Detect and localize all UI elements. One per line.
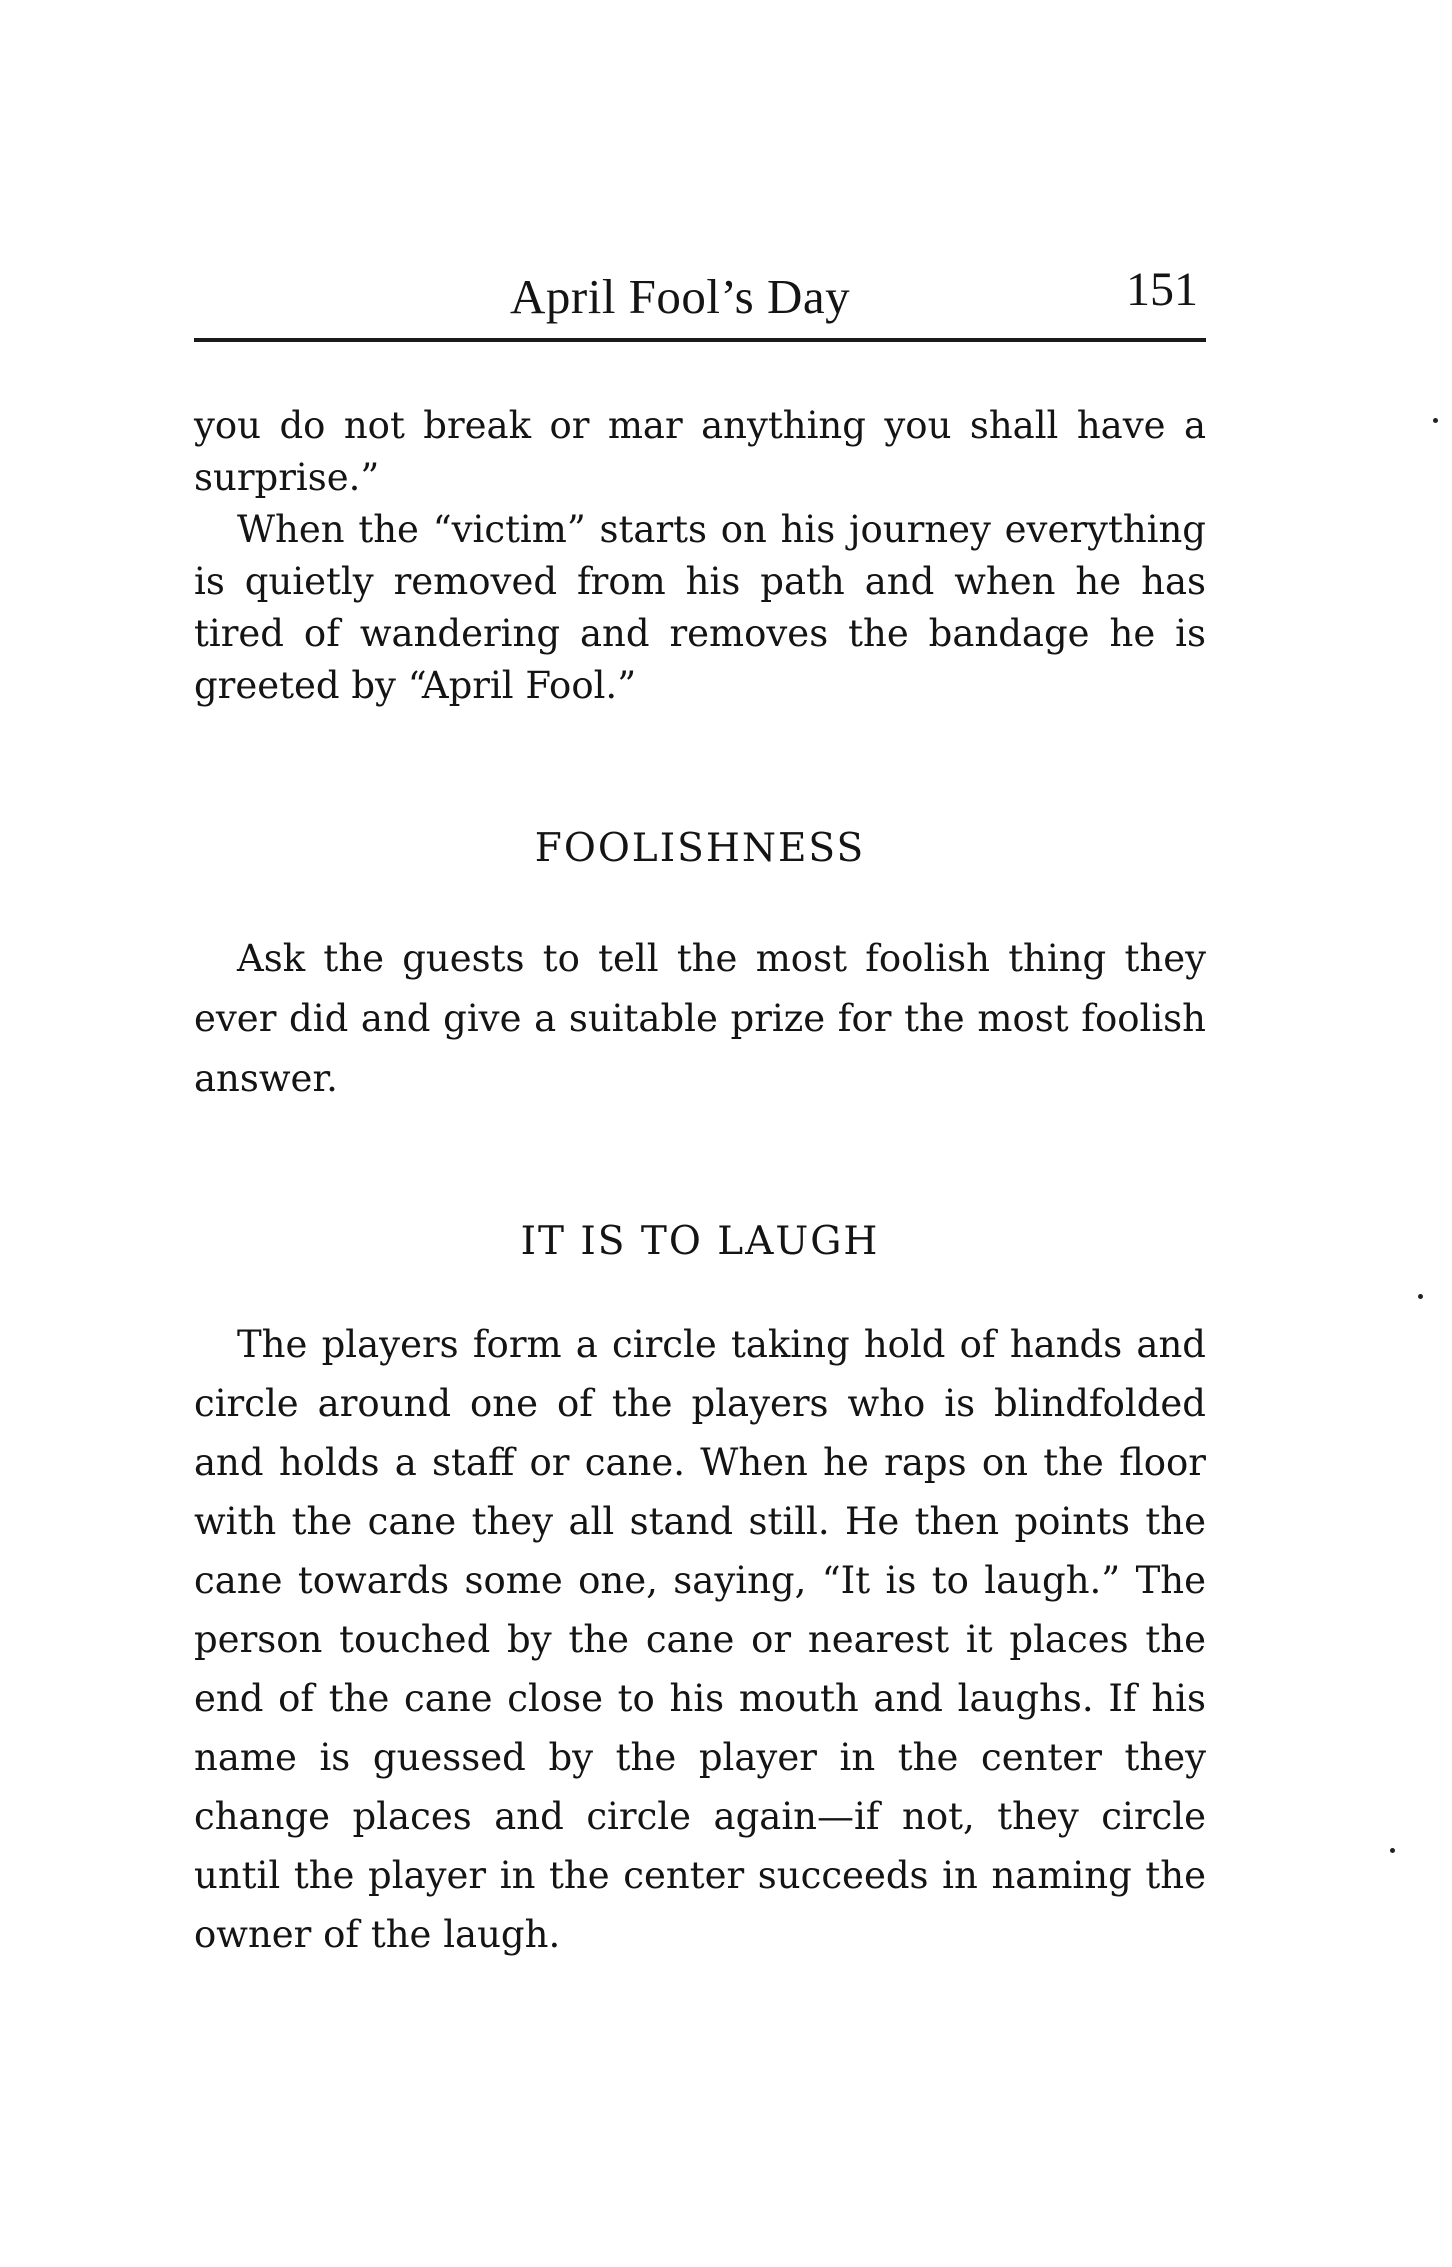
header-rule (194, 338, 1206, 342)
page-number: 151 (1126, 263, 1198, 316)
it-is-to-laugh-text (194, 1315, 1206, 1964)
ink-speck (1418, 1294, 1423, 1299)
foolishness-text (194, 929, 1206, 1109)
ink-speck (1433, 418, 1438, 423)
section-heading-it-is-to-laugh: IT IS TO LAUGH (520, 1219, 880, 1264)
ink-speck (1390, 1848, 1395, 1853)
paragraph: you do not break or mar anything you shall have a surprise.” (194, 404, 1206, 499)
paragraph: Ask the guests to tell the most foolish thing they ever did and give a suitable prize for the most foolish answer. (194, 937, 1206, 1100)
continued-text (194, 400, 1206, 712)
paragraph: When the “victim” starts on his journey everything is quietly removed from his path and when he has tired of wandering and removes the bandage he is greeted by “April Fool.” (194, 508, 1206, 707)
running-title: April Fool’s Day (510, 269, 851, 324)
paragraph: The players form a circle taking hold of hands and circle around one of the players who is blindfolded and holds a staff or cane. When he raps on the floor with the cane they all stand still. He then points the cane towards some one, saying, “It is to laugh.” The person touched by the cane or nearest it places the end of the cane close to his mouth and laughs. If his name is guessed by the player in the center they change places and circle again—if not, they circle until the player in the center succeeds in naming the owner of the laugh. (194, 1323, 1206, 1956)
section-heading-foolishness: FOOLISHNESS (534, 826, 866, 871)
running-header (194, 258, 1206, 348)
